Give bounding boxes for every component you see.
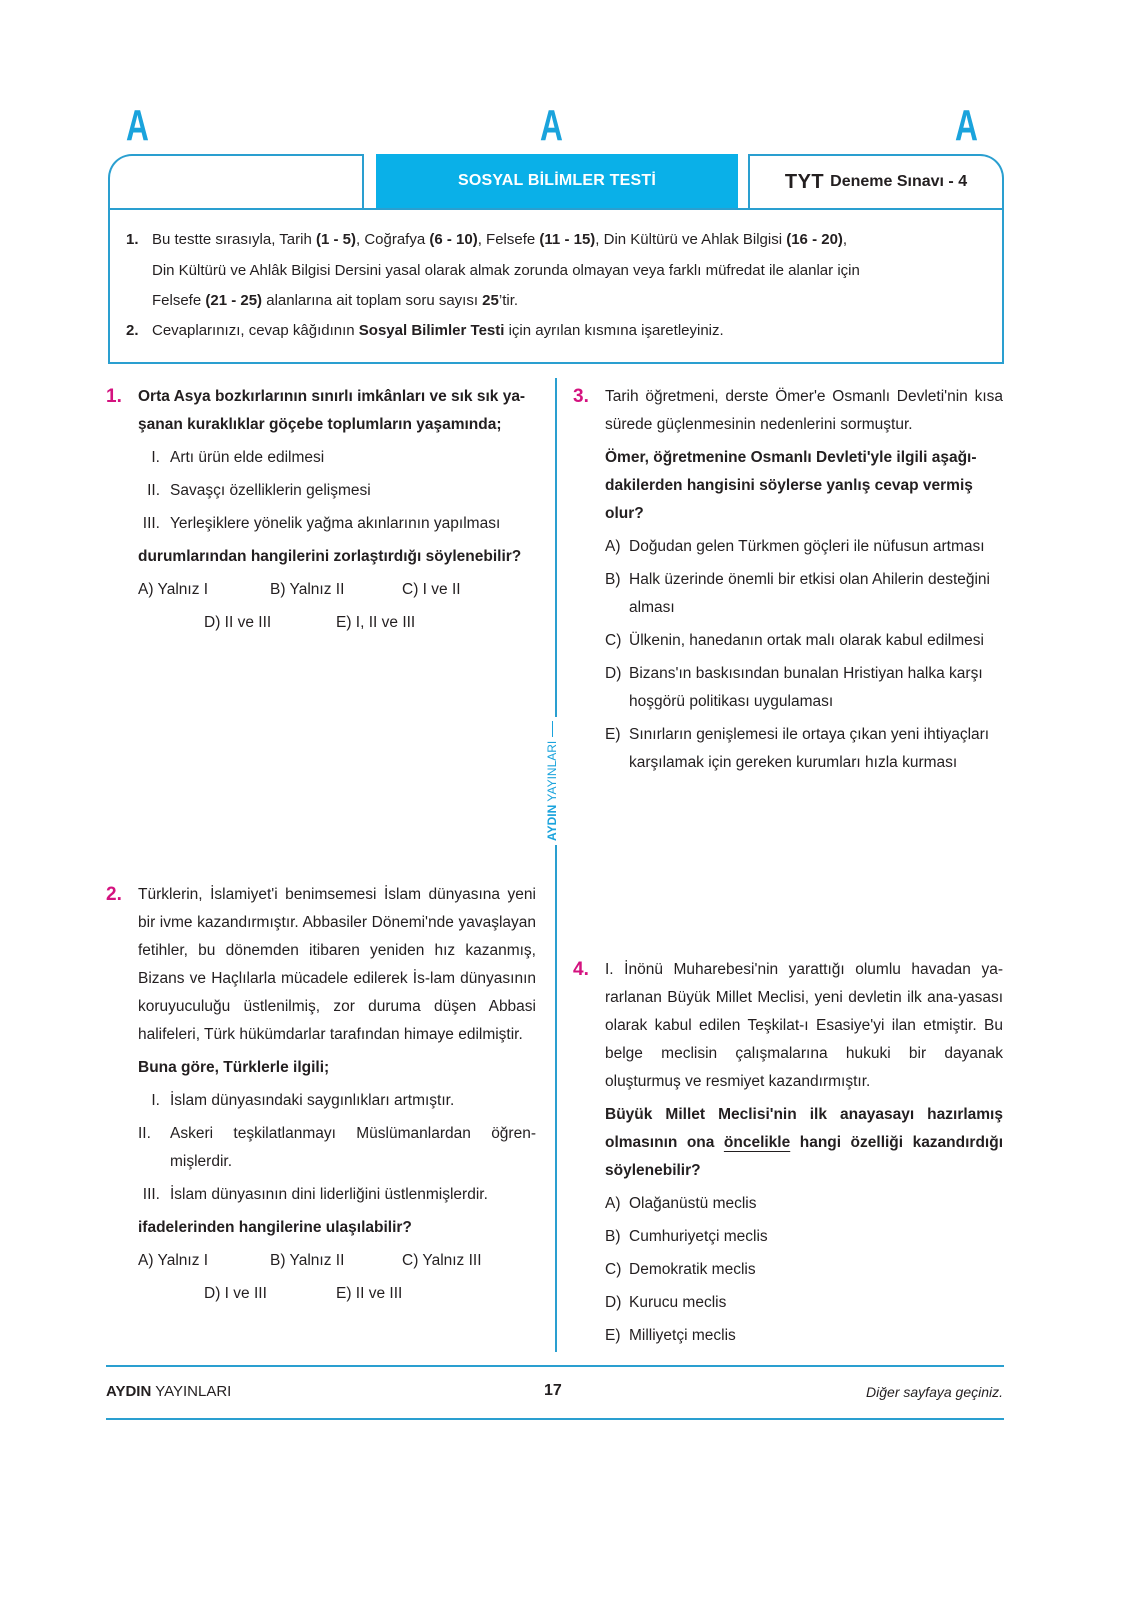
prompt-part: Büyük Millet Meclisi'nin ilk anayasayı hazırlamış olmasının ona (605, 1106, 1003, 1151)
exam-prefix: TYT (784, 170, 825, 193)
option-letter: D) (605, 1294, 622, 1311)
column-divider (555, 378, 557, 1352)
statement-iii (138, 1181, 536, 1209)
question-stem-line: Orta Asya bozkırlarının sınırlı imkânları ve sık sık ya- (138, 388, 526, 405)
question-4 (573, 956, 1004, 1350)
text-run: ’tir. (498, 292, 519, 309)
text-run: Felsefe (152, 292, 206, 309)
statement-numeral: III. (142, 1186, 160, 1203)
option-c[interactable] (605, 1256, 1003, 1284)
question-number: 2. (106, 884, 122, 905)
side-brand-rest: YAYINLARI (545, 740, 559, 805)
bold-run: (6 - 10) (429, 231, 478, 248)
option-text: Demokratik meclis (629, 1261, 756, 1278)
statement-numeral: III. (142, 515, 160, 532)
question-3 (573, 383, 1003, 777)
option-a[interactable] (605, 533, 1003, 561)
option-e[interactable]: E) I, II ve III (336, 614, 416, 631)
statement-numeral: I. (151, 1092, 160, 1109)
instruction-2-text (152, 322, 724, 339)
option-d[interactable]: D) I ve III (204, 1285, 267, 1302)
option-letter: A) (605, 1195, 621, 1212)
instruction-1-line-2: Din Kültürü ve Ahlâk Bilgisi Dersini yasal olarak almak zorunda olmayan veya farklı müfredat ile alanlar için (152, 262, 860, 279)
bold-run: (21 - 25) (205, 292, 263, 309)
exam-name: Deneme Sınavı - 4 (830, 173, 968, 190)
option-c[interactable] (605, 627, 1003, 655)
instructions-box (108, 208, 1004, 364)
question-number: 1. (106, 386, 122, 407)
option-d[interactable]: D) II ve III (204, 614, 272, 631)
booklet-letter-left: A (126, 101, 149, 150)
side-brand-bold: AYDIN (545, 804, 559, 841)
question-number: 3. (573, 386, 589, 407)
booklet-letter-center: A (540, 101, 563, 150)
statement-text: Savaşçı özelliklerin gelişmesi (170, 482, 371, 499)
option-b[interactable]: B) Yalnız II (270, 581, 345, 598)
options-row-1 (138, 1247, 536, 1280)
question-prompt (605, 1101, 1003, 1185)
statement-numeral: I. (151, 449, 160, 466)
instruction-1-line-1 (126, 231, 847, 248)
side-brand-rule (552, 721, 553, 737)
text-run: için ayrılan kısmına işaretleyiniz. (504, 322, 724, 339)
prompt-emphasis: öncelikle (723, 1134, 791, 1151)
instruction-2-number: 2. (126, 322, 139, 339)
option-e[interactable]: E) II ve III (336, 1285, 403, 1302)
bold-run: (16 - 20) (786, 231, 843, 248)
options-row-2 (138, 609, 536, 642)
statement-i (138, 444, 536, 472)
text-run: Bu testte sırasıyla, Tarih (152, 231, 316, 248)
question-number: 4. (573, 959, 589, 980)
option-a[interactable] (605, 1190, 1003, 1218)
text-run: , Felsefe (477, 231, 540, 248)
option-text: Halk üzerinde önemli bir etkisi olan Ahilerin desteğini alması (629, 571, 990, 616)
question-2 (106, 881, 536, 1313)
statement-numeral: II. (138, 1125, 151, 1142)
question-stem-line: şanan kuraklıklar göçebe toplumların yaşamında; (138, 416, 502, 433)
instruction-1-number: 1. (126, 231, 139, 248)
bold-run: (1 - 5) (315, 231, 356, 248)
booklet-letter-right: A (955, 101, 978, 150)
instruction-1-text (152, 231, 847, 248)
footer-rule-top (106, 1365, 1004, 1367)
footer-brand-bold: AYDIN (106, 1383, 152, 1400)
option-text: Kurucu meclis (629, 1294, 727, 1311)
instruction-2 (126, 322, 724, 339)
header-left-blank-box (108, 154, 364, 208)
option-e[interactable] (605, 721, 1003, 777)
footer-brand (106, 1383, 231, 1400)
question-passage: Türklerin, İslamiyet'i benimsemesi İslam dünyasına yeni bir ivme kazandırmıştır. Abbasiler Dönemi'nde yavaşlayan fetihler, bu dönemden itibaren yeniden hız kazanmış, Bizans ve Haçlılarla mücadele edilerek İs-lam dünyasının koruyuculuğu üstlenilmiş, zor duruma düşen Abbasi halifeleri, Türk hükümdarlar tarafından himaye edilmiştir. (138, 886, 536, 1043)
option-c[interactable]: C) Yalnız III (402, 1252, 482, 1269)
statement-ii (138, 1120, 536, 1176)
statement-text: Artı ürün elde edilmesi (170, 449, 325, 466)
option-text: Bizans'ın baskısından bunalan Hristiyan halka karşı hoşgörü politikası uygulaması (629, 665, 983, 710)
question-passage: I. İnönü Muharebesi'nin yarattığı olumlu havadan ya-rarlanan Büyük Millet Meclisi, yeni devletin ilk ana-yasası olarak kabul edilen Teşkilat-ı Esasiye'yi ilan etmiştir. Bu belge meclisin çalışmalarına hukuki bir dayanak oluşturmuş ve resmiyet kazandırmıştır. (605, 961, 1003, 1090)
question-lead: Buna göre, Türklerle ilgili; (138, 1059, 330, 1076)
statement-text: İslam dünyasındaki saygınlıkları artmıştır. (170, 1092, 455, 1109)
text-run: , Din Kültürü ve Ahlak Bilgisi (595, 231, 787, 248)
option-letter: B) (605, 571, 621, 588)
option-d[interactable] (605, 1289, 1003, 1317)
footer-rule-bottom (106, 1418, 1004, 1420)
options-row-2 (138, 1280, 536, 1313)
option-text: Ülkenin, hanedanın ortak malı olarak kabul edilmesi (629, 632, 984, 649)
option-e[interactable] (605, 1322, 1003, 1350)
option-text: Milliyetçi meclis (629, 1327, 736, 1344)
option-b[interactable] (605, 1223, 1003, 1251)
exam-title (748, 154, 1004, 208)
option-letter: A) (605, 538, 621, 555)
option-letter: C) (605, 1261, 622, 1278)
options-list (605, 533, 1003, 777)
statement-numeral: II. (147, 482, 160, 499)
statement-i (138, 1087, 536, 1115)
test-title: SOSYAL BİLİMLER TESTİ (376, 154, 738, 208)
option-text: Sınırların genişlemesi ile ortaya çıkan yeni ihtiyaçları karşılamak için gereken kurumları hızla kurması (629, 726, 990, 771)
option-letter: D) (605, 665, 622, 682)
instruction-1-line-3 (126, 292, 518, 309)
statement-ii (138, 477, 536, 505)
question-prompt: ifadelerinden hangilerine ulaşılabilir? (138, 1219, 412, 1236)
text-run: , (842, 231, 848, 248)
bold-run: 25 (482, 292, 499, 309)
text-run: Cevaplarınızı, cevap kâğıdının (152, 322, 359, 339)
text-run: alanlarına ait toplam soru sayısı (262, 292, 483, 309)
question-prompt: durumlarından hangilerini zorlaştırdığı söylenebilir? (138, 548, 522, 565)
next-page-note: Diğer sayfaya geçiniz. (866, 1384, 1003, 1400)
statement-text: Askeri teşkilatlanmayı Müslümanlardan öğren-mişlerdir. (170, 1125, 536, 1170)
option-d[interactable] (605, 660, 1003, 716)
option-letter: E) (605, 1327, 621, 1344)
statement-iii (138, 510, 536, 538)
option-a[interactable]: A) Yalnız I (138, 1252, 209, 1269)
statement-text: İslam dünyasının dini liderliğini üstlenmişlerdir. (170, 1186, 488, 1203)
option-letter: E) (605, 726, 621, 743)
bold-run: Sosyal Bilimler Testi (358, 322, 505, 339)
side-brand (545, 717, 559, 845)
option-c[interactable]: C) I ve II (402, 581, 461, 598)
text-run: , Coğrafya (355, 231, 430, 248)
option-text: Doğudan gelen Türkmen göçleri ile nüfusun artması (629, 538, 985, 555)
question-1 (106, 383, 536, 642)
prompt-part: hangi özelliği kazandırdığı söylenebilir? (605, 1134, 1004, 1179)
option-text: Cumhuriyetçi meclis (629, 1228, 768, 1245)
option-text: Olağanüstü meclis (629, 1195, 757, 1212)
options-list (605, 1190, 1003, 1350)
bold-run: (11 - 15) (539, 231, 596, 248)
option-b[interactable]: B) Yalnız II (270, 1252, 345, 1269)
option-b[interactable] (605, 566, 1003, 622)
option-letter: C) (605, 632, 622, 649)
option-letter: B) (605, 1228, 621, 1245)
page-number: 17 (544, 1382, 562, 1399)
statement-text: Yerleşiklere yönelik yağma akınlarının yapılması (170, 515, 501, 532)
question-prompt: Ömer, öğretmenine Osmanlı Devleti'yle ilgili aşağı-dakilerden hangisini söylerse yanlış cevap vermiş olur? (605, 449, 977, 522)
question-passage: Tarih öğretmeni, derste Ömer'e Osmanlı Devleti'nin kısa sürede güçlenmesinin nedenlerini sormuştur. (605, 388, 1003, 433)
option-a[interactable]: A) Yalnız I (138, 581, 209, 598)
footer-brand-rest: YAYINLARI (151, 1383, 232, 1400)
options-row-1 (138, 576, 536, 609)
